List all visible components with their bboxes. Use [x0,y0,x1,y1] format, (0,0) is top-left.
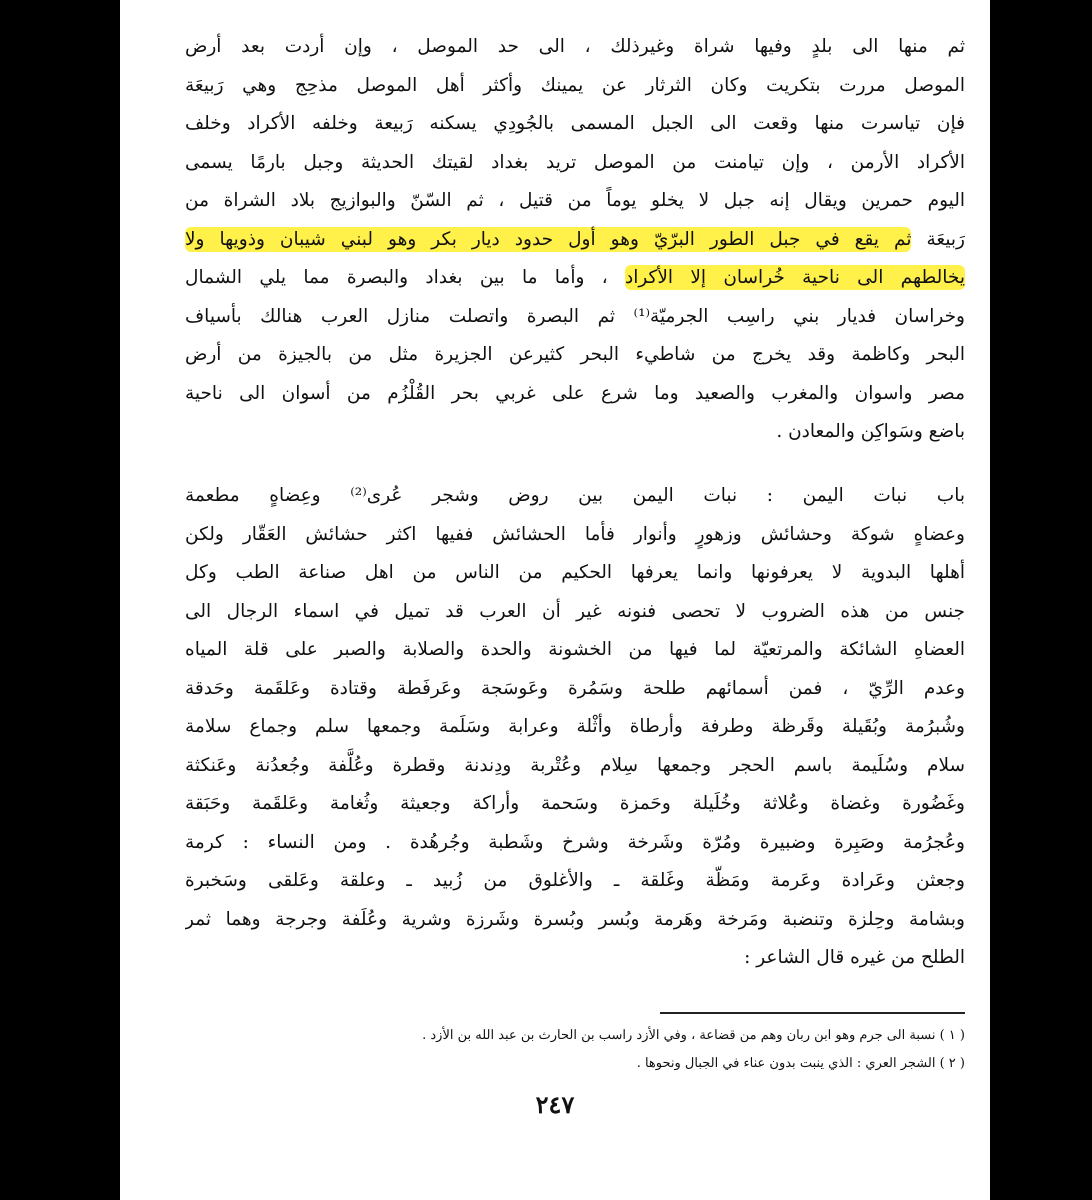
text-line: مصر واسوان والمغرب والصعيد وما شرع على غربي بحر القُلْزُم من أسوان الى ناحية [185,382,965,404]
text-line: سلام وسُلَيمة باسم الحجر وجمعها سِلام وعُتْربة ودِندنة وقطرة وعُلَّفة وجُعدُنة وعَنكثة [185,754,965,776]
footnote-separator [660,1012,965,1014]
book-page [120,0,990,1200]
text-line: وغَضُورة وغضاة وعُلاثة وخُلَيلة وحَمزة وسَحمة وأراكة وجعيثة وثُغامة وعَلقَمة وحَبَقة [185,793,965,814]
text-segment: ، وأما ما بين بغداد والبصرة مما يلي الشمال [185,267,625,288]
paragraph-plants-of-yemen [185,477,965,978]
footnotes [185,1022,965,1078]
text-line: الموصل مررت بتكريت وكان الثرثار عن يمينك وأكثر أهل الموصل مذحِج وهي رَبيعَة [185,74,965,96]
text-line: فإن تياسرت منها وقعت الى الجبل المسمى بالجُودِي يسكنه رَبيعة وخلفه الأكراد وخلف [185,113,965,134]
text-line: باضع وسَواكِن والمعادن . [776,421,965,442]
text-segment: رَبيعَة [911,228,965,250]
text-line: جنس من هذه الضروب لا تحصى فنونه غير أن العرب قد تميل في اسماء الرجال الى [185,600,965,622]
highlighted-text: ثم يقع في جبل الطور البرّيّ وهو أول حدود ديار بكر وهو لبني شيبان وذويها ولا [185,228,912,250]
text-line: وعدم الرِّيّ ، فمن أسمائهم طلحة وسَمُرة وعَوسَجة وعَرفَطة وقتادة وعَلقَمة وحَدقة [185,677,965,699]
page-number: ٢٤٧ [535,1090,575,1119]
paragraph-geography [185,28,965,452]
text-line: وبشامة وحِلزة وتنضبة ومَرخة وهَرمة وبُسر وبُسرة وشَرزة وشرية وعُلَفة وجرجة وهما ثمر [185,908,965,930]
text-line: اليوم حمرين ويقال إنه جبل لا يخلو يوماً من قتيل ، ثم السّنّ والبوازيج بلاد الشراة من [185,190,965,211]
text-line: وعُجرُمة وصَبِرة وضبيرة ومُرّة وشَرخة وشرخ وشَطبة وجُرهُدة . ومن النساء : كرمة [185,831,965,853]
text-line: ثم منها الى بلدٍ وفيها شراة وغيرذلك ، الى حد الموصل ، وإن أردت بعد أرض [185,36,965,57]
text-line: باب نبات اليمن : نبات اليمن بين روض وشجر عُرى⁽²⁾ وعِضاهٍ مطعمة [185,485,965,506]
text-line [185,221,965,260]
text-line: أهلها البدوية لا يعرفونها وانما يعرفها الحكيم من الناس من اهل صناعة الطب وكل [185,562,965,583]
text-line: الأكراد الأرمن ، وإن تيامنت من الموصل تريد بغداد لقيتك الحديثة وجبل بارمًا يسمى [185,151,965,173]
text-line: وجعثن وعَرادة وعَرمة ومَظّة وغَلقة ـ والأغلوق من زُبيد ـ وعلقة وعَلقى وسَخبرة [185,870,965,891]
text-line: وعضاهٍ شوكة وحشائش وزهورٍ وأنوار فأما الحشائش ففيها اكثر حشائش العَقّار ولكن [185,523,965,545]
footnote-1: ( ١ ) نسبة الى جرم وهو ابن ربان وهم من قضاعة ، وفي الأزد راسب بن الحارث بن عبد الله بن الأزد . [422,1028,965,1043]
text-line [185,259,965,298]
text-line: العضاهِ الشائكة والمرتعيّة لما فيها من الخشونة والحدة والصلابة والصبر على قلة المياه [185,639,965,660]
text-line: وشُبرُمة وبُقَيلة وقَرظة وطرفة وأرطاة وأثْلة وعرابة وسَلَمة وجمعها سلم وجماع سلامة [185,716,965,737]
text-line: البحر وكاظمة وقد يخرج من شاطيء البحر كثيرعن الجزيرة مثل من بالجيزة من أرض [185,344,965,365]
text-line: وخراسان فديار بني راسِب الجرميّة⁽¹⁾ ثم البصرة واتصلت منازل العرب هنالك بأسياف [185,305,965,327]
footnote-2: ( ٢ ) الشجر العري : الذي ينبت بدون عناء في الجبال ونحوها . [636,1056,965,1071]
text-line: الطلح من غيره قال الشاعر : [744,947,965,968]
highlighted-text: يخالطهم الى ناحية خُراسان إلا الأكراد [624,267,965,288]
